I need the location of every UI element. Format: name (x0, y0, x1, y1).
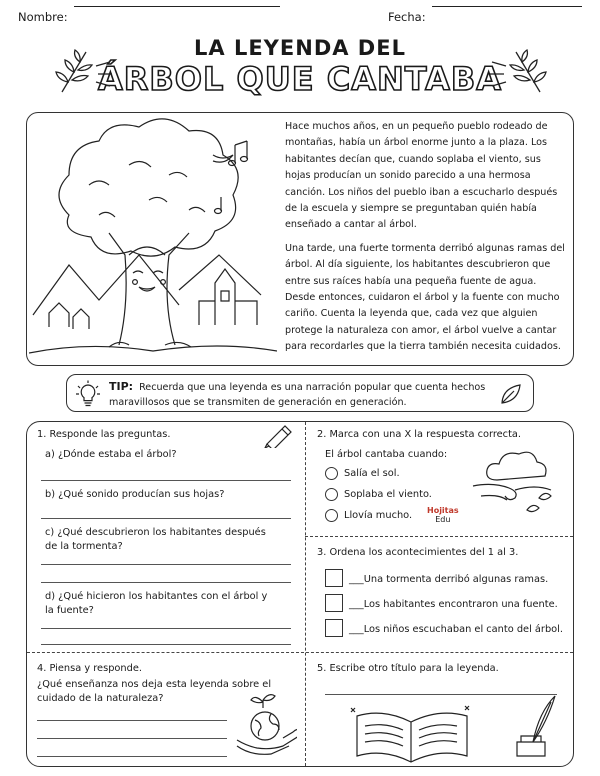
right-leaf-branch-icon (488, 46, 550, 96)
q3-title: 3. Ordena los acontecimientes del 1 al 3. (317, 547, 519, 558)
date-label: Fecha: (388, 10, 426, 24)
q1d-answer-line-1[interactable] (41, 628, 291, 629)
singing-tree-illustration (29, 115, 277, 363)
brand-name: Hojitas (427, 506, 459, 515)
q4-answer-line-2[interactable] (37, 738, 227, 739)
tip-box (66, 374, 534, 412)
q3-item-3-text: Los niños escuchaban el canto del árbol. (363, 624, 563, 635)
q1c-text: c) ¿Qué descubrieron los habitantes después de la tormenta? (45, 527, 266, 552)
name-label: Nombre: (18, 10, 68, 24)
q3-item-2-box[interactable] (325, 594, 343, 612)
q1d-text: d) ¿Qué hicieron los habitantes con el árbol y la fuente? (45, 591, 268, 616)
date-line[interactable] (432, 6, 582, 7)
q1a-answer-line[interactable] (41, 480, 291, 481)
q3-item-1-text: Una tormenta derribó algunas ramas. (363, 574, 549, 585)
q2-option-1-circle[interactable] (325, 467, 338, 480)
story-box (26, 112, 574, 366)
leaf-icon (499, 382, 523, 406)
q3-item-2 (349, 599, 558, 610)
header-row (18, 10, 582, 30)
q2-option-3-circle[interactable] (325, 509, 338, 522)
q1d-answer-line-2[interactable] (41, 644, 291, 645)
q4-answer-line-1[interactable] (37, 720, 227, 721)
open-book-icon (347, 702, 477, 764)
q2-option-1: Salía el sol. (344, 468, 400, 479)
q2-option-3: Llovía mucho. (344, 510, 413, 521)
q5-title: 5. Escribe otro título para la leyenda. (317, 663, 499, 674)
q1-title: 1. Responde las preguntas. (37, 429, 171, 440)
story-paragraph-2: Una tarde, una fuerte tormenta derribó algunas ramas del árbol. Al día siguiente, los habitantes descubrieron que entre sus raíces había una pequeña fuente de agua. Desde entonces, cuidaron el árbol y la fuente con mucho cariño. Cuenta la leyenda que, cada vez que alguien protege la naturaleza con amor, el árbol vuelve a cantar para recordarles que la tierra también necesita cuidados. (285, 242, 565, 353)
q4-question: ¿Qué enseñanza nos deja esta leyenda sobre el cuidado de la naturaleza? (37, 679, 272, 704)
q1c-answer-line-1[interactable] (41, 564, 291, 565)
activities-box (26, 421, 574, 767)
q3-item-2-blank[interactable]: ___ (349, 599, 364, 610)
q3-item-3-box[interactable] (325, 619, 343, 637)
q2-title: 2. Marca con una X la respuesta correcta. (317, 429, 522, 440)
brand-sub: Edu (435, 515, 451, 524)
title-line-1: LA LEYENDA DEL (194, 36, 406, 60)
tip-text (109, 379, 499, 410)
pencil-icon (263, 424, 293, 448)
horizontal-divider (27, 652, 573, 653)
story-text (285, 119, 567, 356)
q2-option-2: Soplaba el viento. (344, 489, 432, 500)
q3-item-3 (349, 624, 563, 635)
q2-prompt: El árbol cantaba cuando: (325, 449, 448, 460)
q1b-answer-line[interactable] (41, 518, 291, 519)
q4-answer-line-3[interactable] (37, 756, 227, 757)
q1a-text: a) ¿Dónde estaba el árbol? (45, 449, 177, 460)
tip-body: Recuerda que una leyenda es una narración popular que cuenta hechos maravillosos que se transmiten de generación en generación. (109, 382, 486, 408)
wind-cloud-icon (467, 446, 567, 516)
q3-item-1-blank[interactable]: ___ (349, 574, 364, 585)
q2-option-2-circle[interactable] (325, 488, 338, 501)
tip-label: TIP: (109, 380, 134, 393)
q3-item-3-blank[interactable]: ___ (349, 624, 364, 635)
brand-logo (427, 506, 459, 524)
q4-title: 4. Piensa y responde. (37, 663, 142, 674)
hand-globe-icon (233, 690, 297, 762)
title-line-2: ÁRBOL QUE CANTABA (97, 60, 502, 98)
q1c-answer-line-2[interactable] (41, 582, 291, 583)
quill-inkwell-icon (503, 692, 559, 762)
vertical-divider (305, 422, 306, 766)
right-horizontal-divider (305, 536, 573, 537)
q3-item-1 (349, 574, 548, 585)
lightbulb-icon (75, 380, 101, 408)
left-leaf-branch-icon (52, 46, 114, 96)
story-paragraph-1: Hace muchos años, en un pequeño pueblo rodeado de montañas, había un árbol enorme junto a la plaza. Los habitantes decían que, cuando soplaba el viento, sus hojas producían un sonido parecido a una hermosa canción. Los niños del pueblo iban a escucharlo después de la escuela y siempre se preguntaban quién había enseñado a cantar al árbol. (285, 121, 558, 231)
name-line[interactable] (74, 6, 280, 7)
q3-item-1-box[interactable] (325, 569, 343, 587)
q3-item-2-text: Los habitantes encontraron una fuente. (363, 599, 558, 610)
q1b-text: b) ¿Qué sonido producían sus hojas? (45, 489, 225, 500)
